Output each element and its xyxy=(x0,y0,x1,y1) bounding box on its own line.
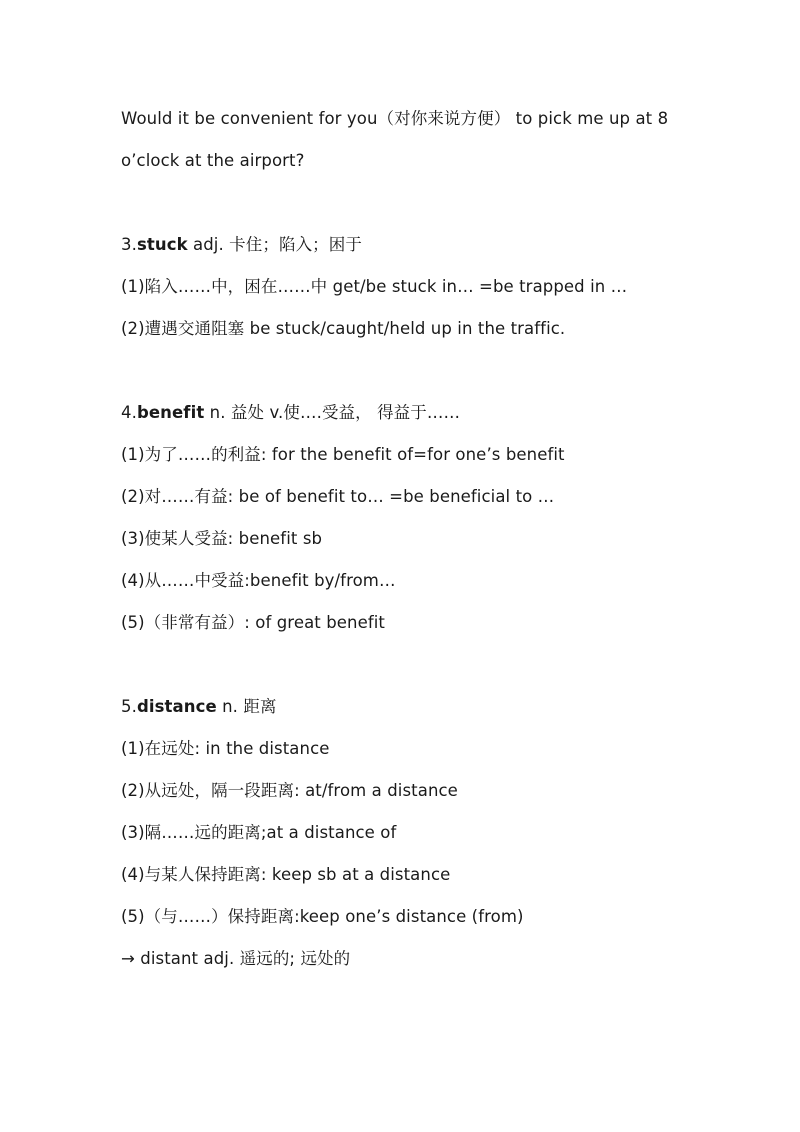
section-4-item-2: (2)对……有益: be of benefit to… =be beneficial to … xyxy=(121,487,555,506)
intro-line-1: Would it be convenient for you（对你来说方便） to pick me up at 8 xyxy=(121,109,669,128)
section-5-item-5: (5)（与……）保持距离:keep one’s distance (from) xyxy=(121,907,524,926)
section-5-word: distance xyxy=(136,697,217,716)
section-4-item-1: (1)为了……的利益: for the benefit of=for one’s benefit xyxy=(121,445,565,464)
section-4-item-3: (3)使某人受益: benefit sb xyxy=(121,529,323,548)
intro-line-2: o’clock at the airport? xyxy=(121,151,305,170)
section-5-derivative: → distant adj. 遥远的; 远处的 xyxy=(121,949,351,968)
section-5-item-1: (1)在远处: in the distance xyxy=(121,739,330,758)
section-5-item-4: (4)与某人保持距离: keep sb at a distance xyxy=(121,865,451,884)
section-3-item-1: (1)陷入……中，困在……中 get/be stuck in… =be trapped in … xyxy=(121,277,628,296)
section-5-gloss: n. 距离 xyxy=(216,697,277,716)
section-3-word: stuck xyxy=(136,235,188,254)
section-4-number: 4. xyxy=(121,403,137,422)
section-4-item-4: (4)从……中受益:benefit by/from… xyxy=(121,571,396,590)
section-3-gloss: adj. 卡住；陷入；困于 xyxy=(187,235,362,254)
section-4-gloss: n. 益处 v.使….受益， 得益于…… xyxy=(204,403,461,422)
section-3-number: 3. xyxy=(121,235,137,254)
section-3-heading xyxy=(121,234,701,256)
section-5-number: 5. xyxy=(121,697,137,716)
section-4-item-5: (5)（非常有益）: of great benefit xyxy=(121,613,385,632)
section-5-item-2: (2)从远处，隔一段距离: at/from a distance xyxy=(121,781,458,800)
section-5-heading xyxy=(121,696,701,718)
section-3-item-2: (2)遭遇交通阻塞 be stuck/caught/held up in the traffic. xyxy=(121,319,566,338)
section-5-item-3: (3)隔……远的距离;at a distance of xyxy=(121,823,397,842)
section-4-word: benefit xyxy=(136,403,205,422)
section-4-heading xyxy=(121,402,701,424)
